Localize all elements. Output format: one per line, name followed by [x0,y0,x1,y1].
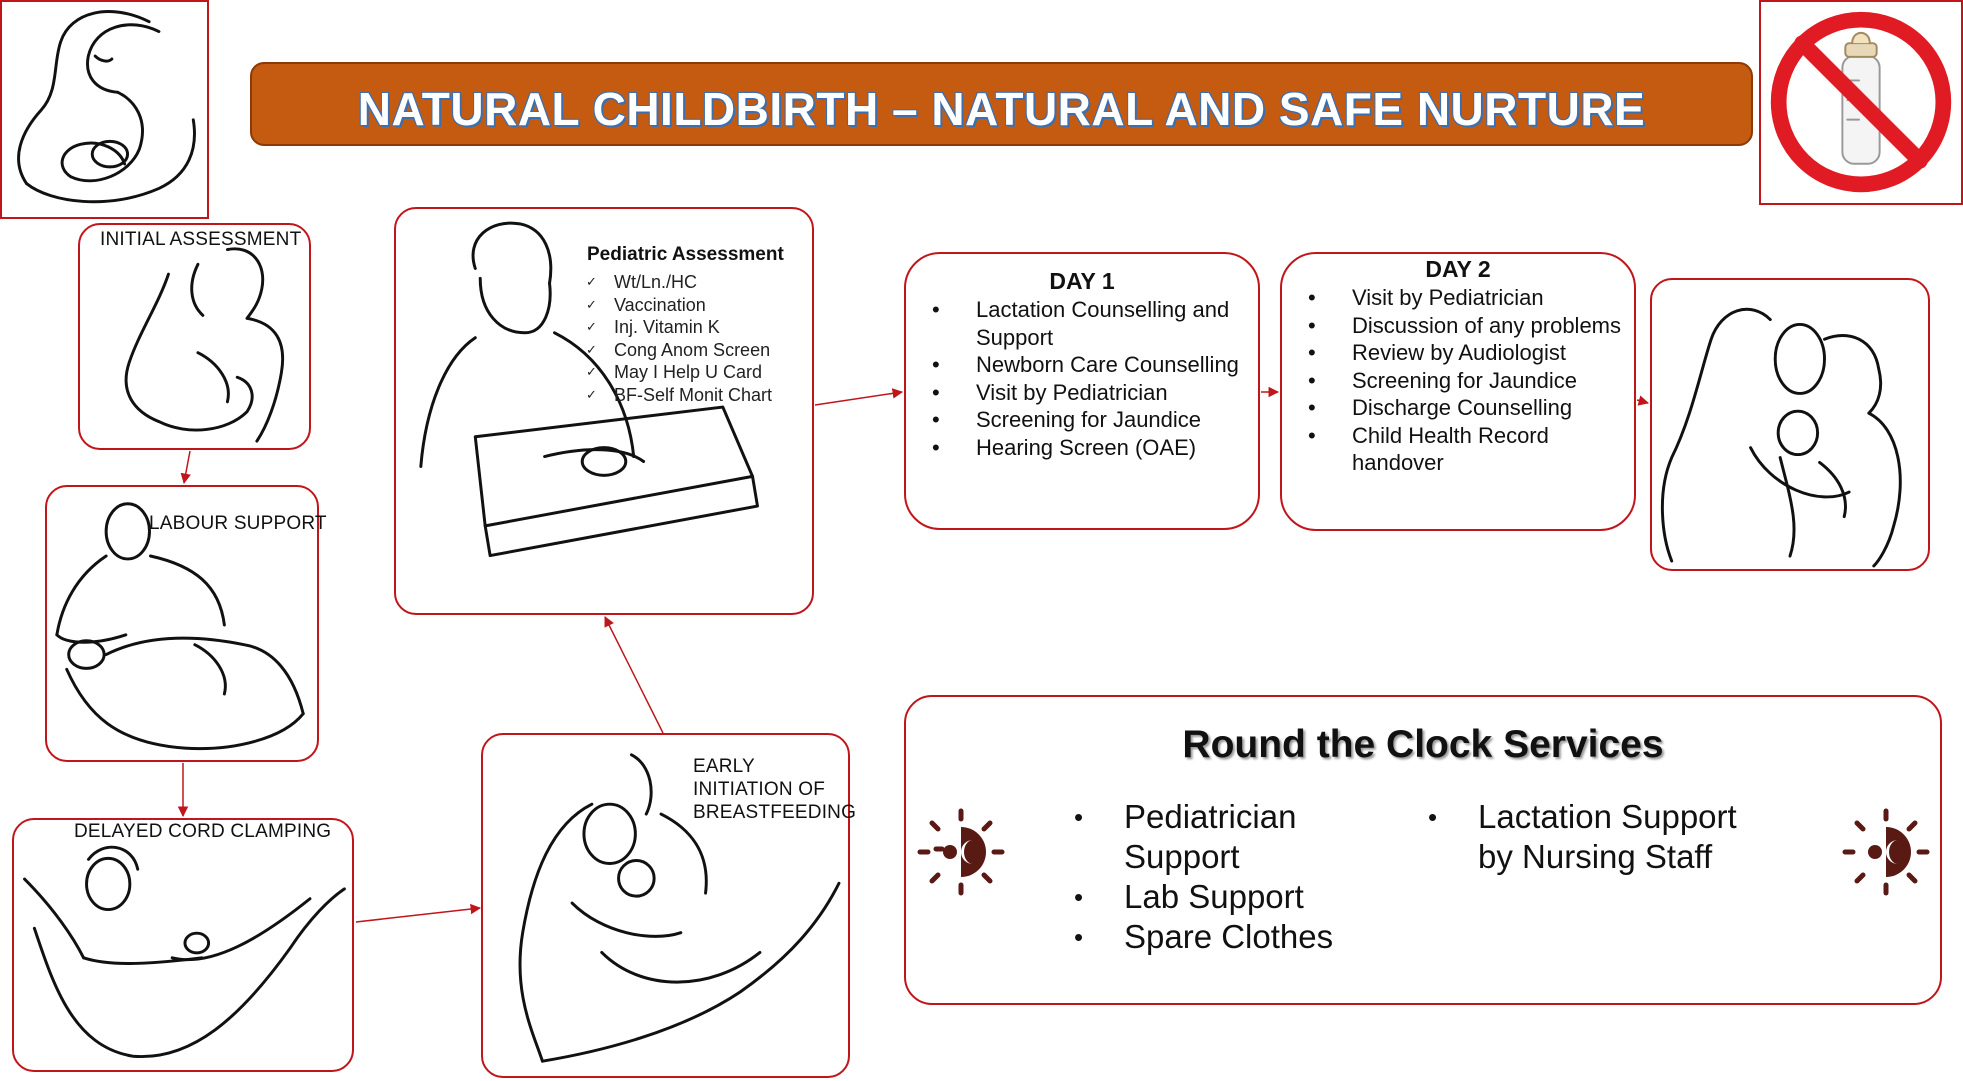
list-item: • Visit by Pediatrician [932,379,1168,405]
list-item: ✓ May I Help U Card [586,362,763,382]
list-item: ✓ Vaccination [586,294,706,315]
breastfeeding-illustration [483,735,848,1076]
title-banner [250,62,1753,146]
list-item: ✓ Cong Anom Screen [586,339,771,360]
pediatric-assessment-box [394,207,814,615]
services-right-list [1428,797,1778,877]
family-illustration [1652,280,1928,569]
delayed-cord-clamping-box [12,818,354,1072]
list-item: • Hearing Screen (OAE) [932,434,1197,460]
arrow-cord-to-breastfeeding [356,908,480,922]
sun-moon-icon [1841,807,1931,897]
services-box [904,695,1942,1005]
initial-assessment-box [78,223,311,450]
list-item: • Visit by Pediatrician [1308,285,1544,310]
arrow-pediatric-to-day1 [815,392,902,405]
top-left-logo [0,0,209,219]
early-initiation-label: EARLY INITIATION OF BREASTFEEDING [693,756,857,823]
pediatrician-illustration [396,209,812,613]
list-item: • Pediatrician Support [1074,798,1297,875]
arrow-breastfeeding-to-pediatric [605,617,663,733]
services-left-list [1074,797,1384,957]
family-box [1650,278,1930,571]
list-item: • Discharge Counselling [1308,395,1573,420]
mother-breastfeeding-icon [2,2,207,217]
list-item: ✓ BF-Self Monit Chart [586,384,773,405]
day2-box [1280,252,1636,531]
list-item: • Lab Support [1074,878,1304,915]
no-bottle-icon [1761,2,1961,203]
list-item: • Review by Audiologist [1308,340,1567,365]
services-title: Round the Clock Services [1182,723,1664,766]
list-item: • Spare Clothes [1074,918,1334,955]
arrow-day2-to-family [1637,400,1648,403]
initial-assessment-label: INITIAL ASSESSMENT [100,229,302,250]
list-item: • Lactation Support by Nursing Staff [1428,798,1737,875]
list-item: • Screening for Jaundice [932,407,1202,432]
pediatric-list [586,271,772,406]
list-item: • Lactation Counselling and Support [932,297,1230,350]
cord-clamping-illustration [14,820,352,1070]
pediatric-title: Pediatric Assessment [587,244,784,265]
list-item: • Discussion of any problems [1308,312,1622,338]
arrow-initial-to-labour [184,451,190,483]
list-item: • Newborn Care Counselling [932,352,1239,377]
day1-list [926,296,1246,461]
early-initiation-box [481,733,857,1078]
page-title: NATURAL CHILDBIRTH – NATURAL AND SAFE NURTURE [357,83,1646,135]
couple-illustration [80,225,309,448]
day1-box [904,252,1260,530]
labour-support-box [45,485,327,762]
list-item: • Child Health Record handover [1308,422,1549,475]
labour-support-label: LABOUR SUPPORT [149,513,327,534]
labour-illustration [47,487,317,760]
delayed-cord-clamping-label: DELAYED CORD CLAMPING [74,821,332,842]
day2-list [1302,284,1627,477]
list-item: • Screening for Jaundice [1308,367,1578,393]
list-item: ✓ Wt/Ln./HC [586,272,698,292]
sun-moon-icon [916,807,1006,897]
list-item: ✓ Inj. Vitamin K [586,317,720,337]
top-right-logo [1759,0,1963,205]
day2-title: DAY 2 [1425,256,1491,282]
day1-title: DAY 1 [1049,268,1115,294]
